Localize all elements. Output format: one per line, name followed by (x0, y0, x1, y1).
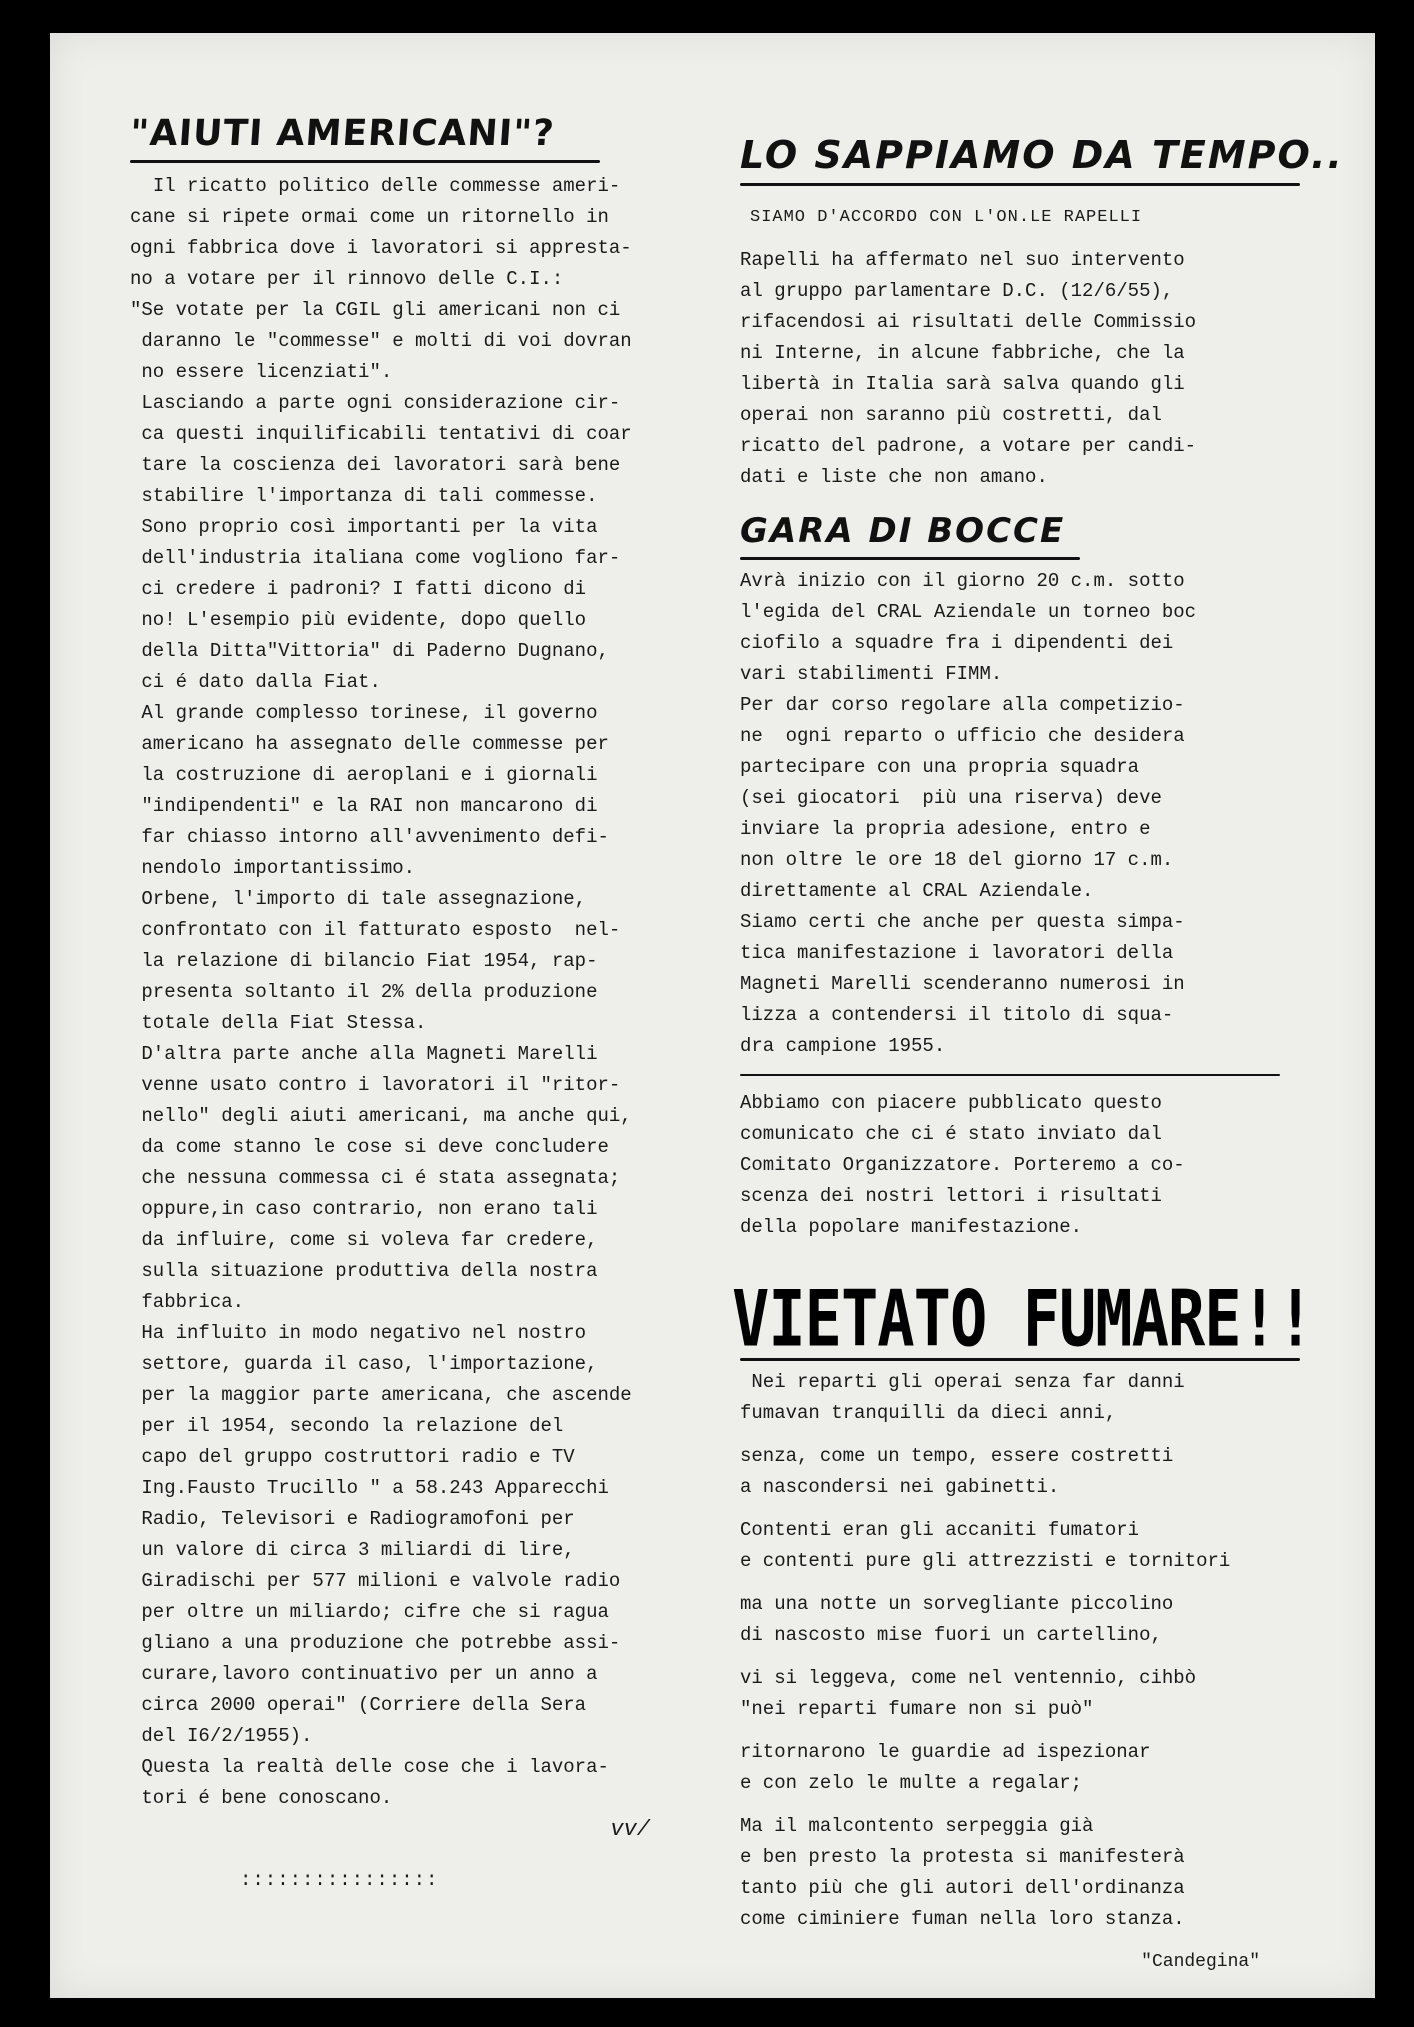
text-line: scenza dei nostri lettori i risultati (740, 1185, 1162, 1207)
poem-line: vi si leggeva, come nel ventennio, cihbò (740, 1667, 1197, 1689)
text-line: ogni fabbrica dove i lavoratori si appresta- (130, 237, 632, 259)
article-title-vietato-fumare: VIETATO FUMARE!! (732, 1273, 1314, 1365)
poem-line: ritornarono le guardie ad ispezionar (740, 1741, 1151, 1763)
article-title-gara-di-bocce: GARA DI BOCCE (740, 511, 1066, 551)
text-line: Per dar corso regolare alla competizio- (740, 694, 1185, 716)
text-line: la costruzione di aeroplani e i giornali (130, 764, 598, 786)
text-line: presenta soltanto il 2% della produzione (130, 981, 598, 1003)
text-line: tori é bene conoscano. (130, 1787, 393, 1809)
poem-stanza (740, 1663, 1370, 1725)
poem-line: di nascosto mise fuori un cartellino, (740, 1624, 1162, 1646)
text-line: dati e liste che non amano. (740, 466, 1048, 488)
poem-line: ma una notte un sorvegliante piccolino (740, 1593, 1174, 1615)
poem-stanza (740, 1811, 1370, 1935)
poem-line: come ciminiere fuman nella loro stanza. (740, 1908, 1185, 1930)
text-line: Radio, Televisori e Radiogramofoni per (130, 1508, 575, 1530)
text-line: Ha influito in modo negativo nel nostro (130, 1322, 587, 1344)
article-title-lo-sappiamo: LO SAPPIAMO DA TEMPO.. (740, 133, 1344, 177)
text-line: Sono proprio così importanti per la vita (130, 516, 598, 538)
text-line: no essere licenziati". (130, 361, 393, 383)
author-initials: vv/ (610, 1817, 650, 1842)
text-line: no a votare per il rinnovo delle C.I.: (130, 268, 564, 290)
text-line: del I6/2/1955). (130, 1725, 313, 1747)
text-line: totale della Fiat Stessa. (130, 1012, 427, 1034)
separator-dots: :::::::::::::::: (240, 1869, 439, 1891)
text-line: rifacendosi ai risultati delle Commissio (740, 311, 1197, 333)
text-line: lizza a contendersi il titolo di squa- (740, 1004, 1174, 1026)
text-line: per oltre un miliardo; cifre che si ragua (130, 1601, 609, 1623)
text-line: ci credere i padroni? I fatti dicono di (130, 578, 587, 600)
text-line: Avrà inizio con il giorno 20 c.m. sotto (740, 570, 1185, 592)
text-line: della Ditta"Vittoria" di Paderno Dugnano, (130, 640, 609, 662)
text-line: operai non saranno più costretti, dal (740, 404, 1162, 426)
text-line: ni Interne, in alcune fabbriche, che la (740, 342, 1185, 364)
left-article (130, 113, 750, 1896)
poem-line: e ben presto la protesta si manifesterà (740, 1846, 1185, 1868)
text-line: daranno le "commesse" e molti di voi dovran (130, 330, 632, 352)
title-underline (740, 557, 1080, 560)
text-line: Orbene, l'importo di tale assegnazione, (130, 888, 587, 910)
text-line: ciofilo a squadre fra i dipendenti dei (740, 632, 1174, 654)
text-line: la relazione di bilancio Fiat 1954, rap- (130, 950, 598, 972)
article-body (130, 171, 750, 1814)
text-line: "Se votate per la CGIL gli americani non ci (130, 299, 621, 321)
poem-signature: "Candegina" (1141, 1952, 1260, 1972)
text-line: Abbiamo con piacere pubblicato questo (740, 1092, 1162, 1114)
poem-stanza (740, 1441, 1370, 1503)
text-line: Il ricatto politico delle commesse ameri- (130, 175, 621, 197)
text-line: tare la coscienza dei lavoratori sarà bene (130, 454, 621, 476)
text-line: Giradischi per 577 milioni e valvole radio (130, 1570, 621, 1592)
title-underline (740, 183, 1300, 186)
text-line: tica manifestazione i lavoratori della (740, 942, 1174, 964)
text-line: l'egida del CRAL Aziendale un torneo boc (740, 601, 1197, 623)
text-line: libertà in Italia sarà salva quando gli (740, 373, 1185, 395)
poem-stanza (740, 1367, 1370, 1429)
text-line: ne ogni reparto o ufficio che desidera (740, 725, 1185, 747)
poem-line: a nascondersi nei gabinetti. (740, 1476, 1060, 1498)
text-line: della popolare manifestazione. (740, 1216, 1083, 1238)
poem-line: Contenti eran gli accaniti fumatori (740, 1519, 1140, 1541)
poem-line: e contenti pure gli attrezzisti e tornitori (740, 1550, 1231, 1572)
text-line: "indipendenti" e la RAI non mancarono di (130, 795, 598, 817)
text-line: oppure,in caso contrario, non erano tali (130, 1198, 598, 1220)
title-underline (130, 160, 600, 163)
text-line: gliano a una produzione che potrebbe assi- (130, 1632, 621, 1654)
text-line: ricatto del padrone, a votare per candi- (740, 435, 1197, 457)
text-line: D'altra parte anche alla Magneti Marelli (130, 1043, 598, 1065)
article-body-bocce (740, 566, 1370, 1062)
text-line: curare,lavoro continuativo per un anno a (130, 1663, 598, 1685)
text-line: un valore di circa 3 miliardi di lire, (130, 1539, 575, 1561)
text-line: Lasciando a parte ogni considerazione cir- (130, 392, 621, 414)
text-line: (sei giocatori più una riserva) deve (740, 787, 1162, 809)
text-line: cane si ripete ormai come un ritornello in (130, 206, 609, 228)
poem-line: Nei reparti gli operai senza far danni (740, 1371, 1185, 1393)
text-line: no! L'esempio più evidente, dopo quello (130, 609, 587, 631)
article-subtitle: SIAMO D'ACCORDO CON L'ON.LE RAPELLI (750, 208, 1143, 227)
text-line: settore, guarda il caso, l'importazione, (130, 1353, 598, 1375)
text-line: americano ha assegnato delle commesse per (130, 733, 609, 755)
text-line: Questa la realtà delle cose che i lavora- (130, 1756, 609, 1778)
text-line: circa 2000 operai" (Corriere della Sera (130, 1694, 587, 1716)
poem-stanza (740, 1737, 1370, 1799)
poem-stanza (740, 1515, 1370, 1577)
text-line: fabbrica. (130, 1291, 245, 1313)
poem-line: tanto più che gli autori dell'ordinanza (740, 1877, 1185, 1899)
text-line: per la maggior parte americana, che ascende (130, 1384, 632, 1406)
text-line: che nessuna commessa ci é stata assegnata; (130, 1167, 621, 1189)
poem-stanza (740, 1589, 1370, 1651)
text-line: venne usato contro i lavoratori il "ritor- (130, 1074, 621, 1096)
text-line: dra campione 1955. (740, 1035, 946, 1057)
article-note (740, 1088, 1370, 1243)
text-line: Siamo certi che anche per questa simpa- (740, 911, 1185, 933)
right-column (732, 133, 1370, 1978)
text-line: dell'industria italiana come vogliono far- (130, 547, 621, 569)
text-line: Rapelli ha affermato nel suo intervento (740, 249, 1185, 271)
document-page (50, 33, 1375, 1998)
text-line: da influire, come si voleva far credere, (130, 1229, 598, 1251)
poem-line: fumavan tranquilli da dieci anni, (740, 1402, 1117, 1424)
text-line: sulla situazione produttiva della nostra (130, 1260, 598, 1282)
text-line: direttamente al CRAL Aziendale. (740, 880, 1094, 902)
article-title-aiuti-americani: "AIUTI AMERICANI"? (128, 113, 557, 154)
text-line: Ing.Fausto Trucillo " a 58.243 Apparecchi (130, 1477, 609, 1499)
text-line: Magneti Marelli scenderanno numerosi in (740, 973, 1185, 995)
text-line: confrontato con il fatturato esposto nel- (130, 919, 621, 941)
poem (740, 1367, 1370, 1935)
section-divider (740, 1074, 1280, 1076)
text-line: da come stanno le cose si deve concludere (130, 1136, 609, 1158)
text-line: non oltre le ore 18 del giorno 17 c.m. (740, 849, 1174, 871)
text-line: nello" degli aiuti americani, ma anche qui, (130, 1105, 632, 1127)
text-line: inviare la propria adesione, entro e (740, 818, 1151, 840)
text-line: Comitato Organizzatore. Porteremo a co- (740, 1154, 1185, 1176)
poem-line: Ma il malcontento serpeggia già (740, 1815, 1094, 1837)
text-line: al gruppo parlamentare D.C. (12/6/55), (740, 280, 1174, 302)
text-line: Al grande complesso torinese, il governo (130, 702, 598, 724)
poem-line: "nei reparti fumare non si può" (740, 1698, 1094, 1720)
text-line: ci é dato dalla Fiat. (130, 671, 381, 693)
article-body-rapelli (740, 245, 1370, 493)
text-line: partecipare con una propria squadra (740, 756, 1140, 778)
text-line: ca questi inquilificabili tentativi di coar (130, 423, 632, 445)
poem-line: senza, come un tempo, essere costretti (740, 1445, 1174, 1467)
text-line: nendolo importantissimo. (130, 857, 416, 879)
text-line: far chiasso intorno all'avvenimento defi- (130, 826, 609, 848)
text-line: comunicato che ci é stato inviato dal (740, 1123, 1162, 1145)
poem-line: e con zelo le multe a regalar; (740, 1772, 1083, 1794)
text-line: vari stabilimenti FIMM. (740, 663, 1003, 685)
text-line: capo del gruppo costruttori radio e TV (130, 1446, 575, 1468)
text-line: stabilire l'importanza di tali commesse. (130, 485, 598, 507)
text-line: per il 1954, secondo la relazione del (130, 1415, 564, 1437)
